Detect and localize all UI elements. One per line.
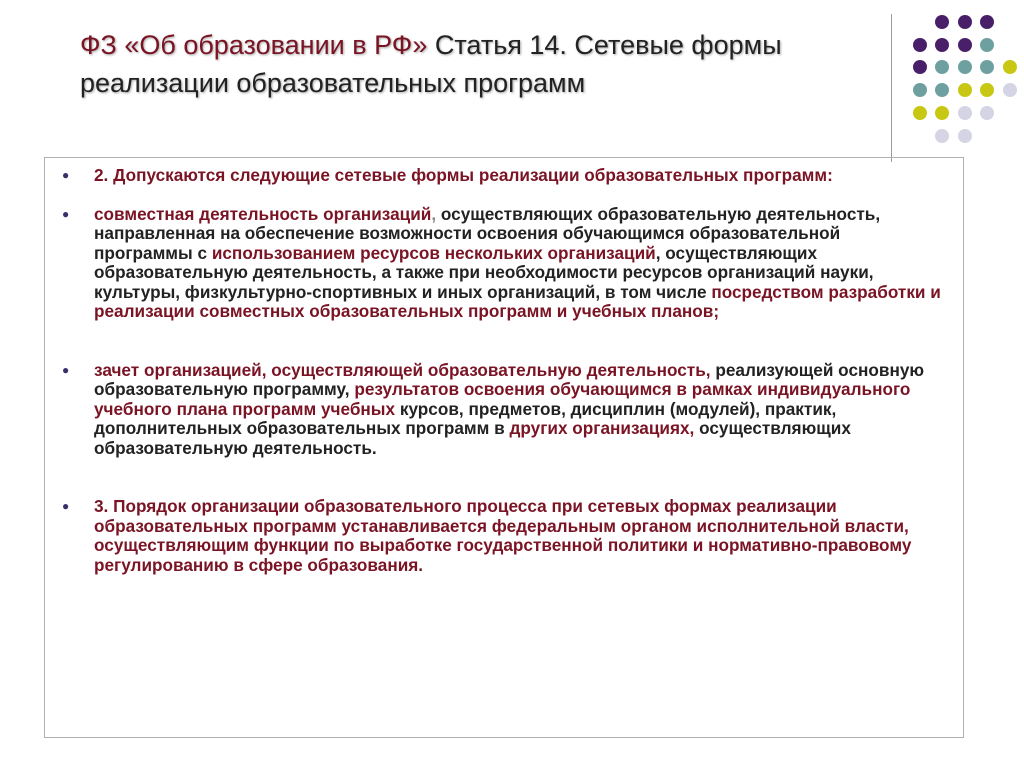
decor-dot	[1003, 60, 1017, 74]
bullet-icon: ●	[62, 362, 70, 377]
decor-dot	[913, 83, 927, 97]
decor-dot	[958, 15, 972, 29]
decor-dot	[935, 15, 949, 29]
slide-title	[80, 26, 880, 102]
list-item: ● 2. Допускаются следующие сетевые формы реализации образовательных программ:	[62, 165, 833, 185]
bullet-icon: ●	[62, 499, 70, 513]
decor-dot	[958, 60, 972, 74]
decor-dot	[1003, 83, 1017, 97]
decor-dot	[935, 129, 949, 143]
decor-dot	[913, 106, 927, 120]
bullet-icon: ●	[62, 168, 70, 182]
decor-dot	[958, 129, 972, 143]
decor-dot	[913, 60, 927, 74]
decor-dot	[980, 15, 994, 29]
bullet-icon: ●	[62, 206, 70, 221]
decor-dot	[958, 38, 972, 52]
list-item: ● совместная деятельность организаций, осуществляющих образовательную деятельность, направленная на обеспечение возможности освоения обучающимся образовательной программы с использованием ресурсов нескольких организаций, осуществляющих образовательную деятельность, а также при необходимости ресурсов организаций науки, культуры, физкультурно-спортивных и иных организаций, в том числе посредством разработки и реализации совместных образовательных программ и учебных планов;	[62, 203, 941, 321]
decor-dot	[980, 106, 994, 120]
title-law-name: ФЗ «Об образовании в РФ»	[80, 30, 428, 60]
decor-dot	[935, 38, 949, 52]
content-area	[62, 166, 942, 594]
decor-dot	[958, 83, 972, 97]
decor-dot	[935, 60, 949, 74]
decor-dot	[980, 38, 994, 52]
decor-dot	[958, 106, 972, 120]
decor-vertical-line	[891, 14, 892, 162]
list-item: ● зачет организацией, осуществляющей образовательную деятельность, реализующей основную образовательную программу, результатов освоения обучающимся в рамках индивидуального учебного плана программ учебных курсов, предметов, дисциплин (модулей), практик, дополнительных образовательных программ в других организациях, осуществляющих образовательную деятельность.	[62, 359, 925, 458]
decor-dot	[980, 60, 994, 74]
title-article: Статья 14. Сетевые формы реализации образовательных программ	[80, 30, 782, 98]
list-item: ● 3. Порядок организации образовательного процесса при сетевых формах реализации образовательных программ устанавливается федеральным органом исполнительной власти, осуществляющим функции по выработке государственной политики и нормативно-правовому регулированию в сфере образования.	[62, 496, 912, 575]
decor-dot	[980, 83, 994, 97]
decor-dot	[913, 38, 927, 52]
decor-dot	[935, 83, 949, 97]
decor-dot	[935, 106, 949, 120]
